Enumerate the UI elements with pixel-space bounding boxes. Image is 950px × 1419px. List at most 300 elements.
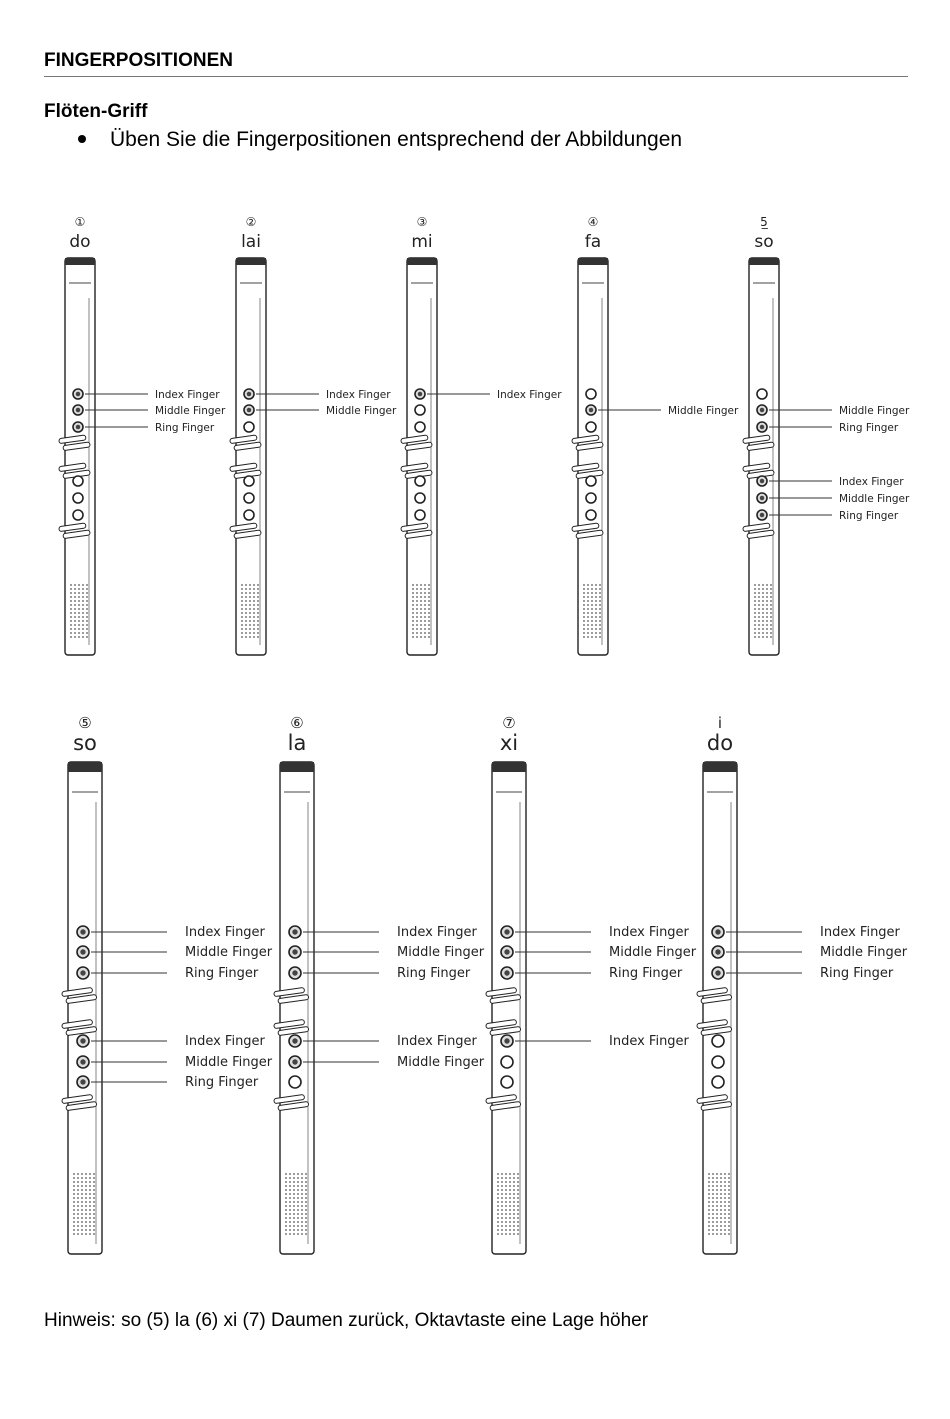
hole-center	[76, 425, 81, 430]
grille-dot	[497, 1233, 499, 1235]
note-name: la	[287, 731, 307, 755]
grille-dot	[599, 636, 601, 638]
grille-dot	[285, 1221, 287, 1223]
grille-dot	[93, 1201, 95, 1203]
grille-dot	[766, 600, 768, 602]
grille-dot	[762, 608, 764, 610]
grille-dot	[74, 628, 76, 630]
grille-dot	[712, 1221, 714, 1223]
grille-dot	[245, 624, 247, 626]
grille-dot	[70, 612, 72, 614]
grille-dot	[758, 592, 760, 594]
grille-dot	[253, 632, 255, 634]
grille-dot	[257, 620, 259, 622]
grille-dot	[253, 600, 255, 602]
grille-dot	[724, 1205, 726, 1207]
grille-dot	[289, 1181, 291, 1183]
grille-dot	[78, 596, 80, 598]
grille-dot	[599, 596, 601, 598]
grille-dot	[412, 632, 414, 634]
grille-dot	[253, 620, 255, 622]
finger-label: Middle Finger	[609, 945, 697, 960]
grille-dot	[762, 584, 764, 586]
grille-dot	[513, 1229, 515, 1231]
grille-dot	[412, 628, 414, 630]
finger-label: Ring Finger	[185, 1075, 259, 1090]
grille-dot	[424, 600, 426, 602]
grille-dot	[728, 1229, 730, 1231]
grille-dot	[245, 612, 247, 614]
grille-dot	[420, 604, 422, 606]
grille-dot	[720, 1225, 722, 1227]
grille-dot	[720, 1209, 722, 1211]
open-hole-icon	[415, 476, 425, 486]
grille-dot	[241, 592, 243, 594]
grille-dot	[289, 1225, 291, 1227]
grille-dot	[716, 1213, 718, 1215]
grille-dot	[93, 1209, 95, 1211]
grille-dot	[497, 1177, 499, 1179]
grille-dot	[241, 636, 243, 638]
grille-dot	[595, 636, 597, 638]
grille-dot	[89, 1173, 91, 1175]
grille-dot	[591, 604, 593, 606]
grille-dot	[716, 1181, 718, 1183]
grille-dot	[77, 1189, 79, 1191]
grille-dot	[289, 1229, 291, 1231]
open-hole-icon	[501, 1076, 513, 1088]
grille-dot	[501, 1181, 503, 1183]
grille-dot	[420, 616, 422, 618]
grille-dot	[89, 1181, 91, 1183]
grille-dot	[257, 588, 259, 590]
grille-dot	[583, 624, 585, 626]
grille-dot	[599, 620, 601, 622]
grille-dot	[301, 1173, 303, 1175]
grille-dot	[74, 612, 76, 614]
grille-dot	[285, 1233, 287, 1235]
grille-dot	[93, 1177, 95, 1179]
grille-dot	[253, 592, 255, 594]
hole-center	[292, 970, 297, 975]
grille-dot	[85, 1213, 87, 1215]
grille-dot	[712, 1205, 714, 1207]
grille-dot	[770, 624, 772, 626]
note-number: ⑦	[502, 714, 516, 732]
grille-dot	[509, 1177, 511, 1179]
grille-dot	[708, 1233, 710, 1235]
grille-dot	[93, 1233, 95, 1235]
note-name: mi	[411, 232, 433, 252]
grille-dot	[305, 1209, 307, 1211]
grille-dot	[416, 588, 418, 590]
grille-dot	[293, 1229, 295, 1231]
grille-dot	[501, 1201, 503, 1203]
hole-center	[80, 1079, 85, 1084]
grille-dot	[724, 1229, 726, 1231]
grille-dot	[583, 620, 585, 622]
grille-dot	[728, 1209, 730, 1211]
grille-dot	[89, 1189, 91, 1191]
grille-dot	[770, 616, 772, 618]
grille-dot	[770, 588, 772, 590]
grille-dot	[728, 1197, 730, 1199]
grille-dot	[86, 596, 88, 598]
grille-dot	[74, 636, 76, 638]
grille-dot	[595, 628, 597, 630]
grille-dot	[82, 588, 84, 590]
open-hole-icon	[73, 476, 83, 486]
grille-dot	[305, 1233, 307, 1235]
grille-dot	[305, 1217, 307, 1219]
grille-dot	[241, 620, 243, 622]
grille-dot	[712, 1201, 714, 1203]
flute-body	[68, 762, 102, 1254]
grille-dot	[297, 1185, 299, 1187]
finger-label: Index Finger	[326, 389, 391, 401]
grille-dot	[416, 592, 418, 594]
grille-dot	[301, 1185, 303, 1187]
grille-dot	[293, 1213, 295, 1215]
open-hole-icon	[244, 510, 254, 520]
open-hole-icon	[73, 510, 83, 520]
grille-dot	[428, 584, 430, 586]
grille-dot	[293, 1189, 295, 1191]
grille-dot	[766, 596, 768, 598]
grille-dot	[77, 1181, 79, 1183]
grille-dot	[416, 636, 418, 638]
grille-dot	[301, 1205, 303, 1207]
grille-dot	[517, 1205, 519, 1207]
finger-label: Ring Finger	[820, 966, 894, 981]
grille-dot	[93, 1217, 95, 1219]
page-heading: FINGERPOSITIONEN	[44, 50, 233, 71]
grille-dot	[73, 1181, 75, 1183]
grille-dot	[497, 1217, 499, 1219]
finger-label: Middle Finger	[397, 945, 485, 960]
grille-dot	[81, 1173, 83, 1175]
grille-dot	[89, 1233, 91, 1235]
hole-center	[504, 949, 509, 954]
grille-dot	[583, 588, 585, 590]
finger-label: Middle Finger	[839, 405, 910, 417]
grille-dot	[770, 600, 772, 602]
grille-dot	[245, 620, 247, 622]
grille-dot	[85, 1233, 87, 1235]
hole-center	[418, 392, 423, 397]
grille-dot	[257, 584, 259, 586]
grille-dot	[77, 1229, 79, 1231]
grille-dot	[716, 1185, 718, 1187]
grille-dot	[82, 600, 84, 602]
open-hole-icon	[757, 389, 767, 399]
grille-dot	[77, 1193, 79, 1195]
grille-dot	[245, 596, 247, 598]
grille-dot	[93, 1197, 95, 1199]
grille-dot	[86, 620, 88, 622]
grille-dot	[70, 596, 72, 598]
grille-dot	[497, 1181, 499, 1183]
hole-center	[247, 392, 252, 397]
open-hole-icon	[244, 422, 254, 432]
grille-dot	[257, 624, 259, 626]
grille-dot	[509, 1213, 511, 1215]
grille-dot	[412, 584, 414, 586]
grille-dot	[513, 1233, 515, 1235]
hole-center	[715, 970, 720, 975]
finger-label: Middle Finger	[155, 405, 226, 417]
grille-dot	[587, 588, 589, 590]
grille-dot	[89, 1205, 91, 1207]
note-name: do	[69, 232, 91, 252]
grille-dot	[501, 1173, 503, 1175]
grille-dot	[720, 1185, 722, 1187]
grille-dot	[595, 604, 597, 606]
grille-dot	[505, 1201, 507, 1203]
grille-dot	[424, 624, 426, 626]
grille-dot	[720, 1173, 722, 1175]
finger-label: Index Finger	[155, 389, 220, 401]
grille-dot	[420, 632, 422, 634]
grille-dot	[762, 616, 764, 618]
open-hole-icon	[712, 1076, 724, 1088]
grille-dot	[716, 1173, 718, 1175]
grille-dot	[285, 1209, 287, 1211]
grille-dot	[412, 592, 414, 594]
hole-center	[80, 929, 85, 934]
grille-dot	[73, 1197, 75, 1199]
grille-dot	[724, 1217, 726, 1219]
grille-dot	[297, 1225, 299, 1227]
grille-dot	[501, 1189, 503, 1191]
grille-dot	[716, 1229, 718, 1231]
grille-dot	[85, 1177, 87, 1179]
grille-dot	[599, 584, 601, 586]
finger-label: Ring Finger	[155, 422, 215, 434]
grille-dot	[74, 624, 76, 626]
grille-dot	[78, 628, 80, 630]
grille-dot	[89, 1201, 91, 1203]
grille-dot	[245, 604, 247, 606]
grille-dot	[720, 1217, 722, 1219]
grille-dot	[241, 624, 243, 626]
grille-dot	[716, 1197, 718, 1199]
grille-dot	[78, 624, 80, 626]
finger-label: Middle Finger	[668, 405, 739, 417]
hole-center	[292, 949, 297, 954]
grille-dot	[497, 1205, 499, 1207]
grille-dot	[587, 624, 589, 626]
grille-dot	[81, 1217, 83, 1219]
grille-dot	[416, 612, 418, 614]
grille-dot	[85, 1229, 87, 1231]
grille-dot	[81, 1229, 83, 1231]
grille-dot	[77, 1217, 79, 1219]
grille-dot	[770, 636, 772, 638]
grille-dot	[762, 628, 764, 630]
grille-dot	[517, 1193, 519, 1195]
grille-dot	[82, 624, 84, 626]
grille-dot	[587, 616, 589, 618]
grille-dot	[766, 636, 768, 638]
grille-dot	[293, 1193, 295, 1195]
grille-dot	[285, 1173, 287, 1175]
grille-dot	[505, 1209, 507, 1211]
grille-dot	[501, 1229, 503, 1231]
grille-dot	[305, 1197, 307, 1199]
flute-1-2	[230, 215, 397, 655]
grille-dot	[599, 616, 601, 618]
grille-dot	[73, 1209, 75, 1211]
grille-dot	[501, 1185, 503, 1187]
grille-dot	[583, 584, 585, 586]
grille-dot	[762, 600, 764, 602]
grille-dot	[708, 1201, 710, 1203]
grille-dot	[297, 1181, 299, 1183]
grille-dot	[583, 636, 585, 638]
grille-dot	[517, 1181, 519, 1183]
grille-dot	[257, 600, 259, 602]
grille-dot	[754, 592, 756, 594]
grille-dot	[73, 1213, 75, 1215]
grille-dot	[595, 584, 597, 586]
note-number: ③	[416, 215, 428, 229]
grille-dot	[599, 608, 601, 610]
grille-dot	[509, 1229, 511, 1231]
grille-dot	[766, 632, 768, 634]
grille-dot	[249, 584, 251, 586]
grille-dot	[770, 612, 772, 614]
grille-dot	[770, 592, 772, 594]
grille-dot	[587, 592, 589, 594]
grille-dot	[85, 1201, 87, 1203]
grille-dot	[424, 592, 426, 594]
grille-dot	[305, 1229, 307, 1231]
grille-dot	[517, 1173, 519, 1175]
grille-dot	[81, 1189, 83, 1191]
grille-dot	[720, 1189, 722, 1191]
grille-dot	[301, 1201, 303, 1203]
grille-dot	[293, 1233, 295, 1235]
open-hole-icon	[586, 493, 596, 503]
grille-dot	[420, 620, 422, 622]
grille-dot	[720, 1181, 722, 1183]
finger-label: Index Finger	[397, 1034, 477, 1049]
hole-center	[80, 1038, 85, 1043]
grille-dot	[595, 600, 597, 602]
grille-dot	[253, 588, 255, 590]
grille-dot	[599, 600, 601, 602]
grille-dot	[591, 592, 593, 594]
grille-dot	[82, 596, 84, 598]
grille-dot	[517, 1209, 519, 1211]
grille-dot	[73, 1189, 75, 1191]
flute-2-1	[62, 714, 273, 1254]
grille-dot	[82, 616, 84, 618]
grille-dot	[85, 1217, 87, 1219]
grille-dot	[509, 1201, 511, 1203]
grille-dot	[416, 632, 418, 634]
grille-dot	[591, 608, 593, 610]
grille-dot	[249, 616, 251, 618]
grille-dot	[82, 604, 84, 606]
flute-body	[407, 258, 437, 655]
grille-dot	[724, 1221, 726, 1223]
grille-dot	[595, 596, 597, 598]
grille-dot	[766, 612, 768, 614]
note-number: 5̲	[760, 215, 768, 229]
grille-dot	[81, 1233, 83, 1235]
finger-label: Ring Finger	[609, 966, 683, 981]
grille-dot	[505, 1225, 507, 1227]
grille-dot	[86, 636, 88, 638]
grille-dot	[758, 600, 760, 602]
grille-dot	[513, 1221, 515, 1223]
grille-dot	[285, 1225, 287, 1227]
grille-dot	[249, 620, 251, 622]
grille-dot	[587, 636, 589, 638]
grille-dot	[78, 592, 80, 594]
grille-dot	[724, 1201, 726, 1203]
grille-dot	[416, 628, 418, 630]
grille-dot	[712, 1185, 714, 1187]
finger-label: Middle Finger	[839, 493, 910, 505]
note-name: xi	[499, 731, 519, 755]
grille-dot	[82, 608, 84, 610]
grille-dot	[93, 1205, 95, 1207]
grille-dot	[289, 1173, 291, 1175]
grille-dot	[720, 1197, 722, 1199]
grille-dot	[708, 1173, 710, 1175]
grille-dot	[253, 628, 255, 630]
grille-dot	[583, 628, 585, 630]
grille-dot	[420, 588, 422, 590]
grille-dot	[249, 632, 251, 634]
grille-dot	[73, 1217, 75, 1219]
grille-dot	[708, 1185, 710, 1187]
grille-dot	[509, 1173, 511, 1175]
grille-dot	[758, 632, 760, 634]
open-hole-icon	[501, 1056, 513, 1068]
grille-dot	[86, 616, 88, 618]
grille-dot	[74, 604, 76, 606]
grille-dot	[293, 1201, 295, 1203]
grille-dot	[289, 1189, 291, 1191]
grille-dot	[81, 1213, 83, 1215]
grille-dot	[599, 604, 601, 606]
grille-dot	[424, 636, 426, 638]
hole-center	[292, 1059, 297, 1064]
grille-dot	[85, 1209, 87, 1211]
grille-dot	[766, 588, 768, 590]
grille-dot	[595, 592, 597, 594]
grille-dot	[583, 604, 585, 606]
grille-dot	[517, 1225, 519, 1227]
grille-dot	[420, 628, 422, 630]
grille-dot	[245, 608, 247, 610]
finger-label: Ring Finger	[839, 422, 899, 434]
grille-dot	[591, 596, 593, 598]
grille-dot	[249, 608, 251, 610]
grille-dot	[78, 604, 80, 606]
grille-dot	[424, 616, 426, 618]
grille-dot	[712, 1229, 714, 1231]
grille-dot	[587, 584, 589, 586]
grille-dot	[78, 636, 80, 638]
grille-dot	[424, 612, 426, 614]
flute-body	[280, 762, 314, 1254]
note-name: so	[73, 731, 97, 755]
